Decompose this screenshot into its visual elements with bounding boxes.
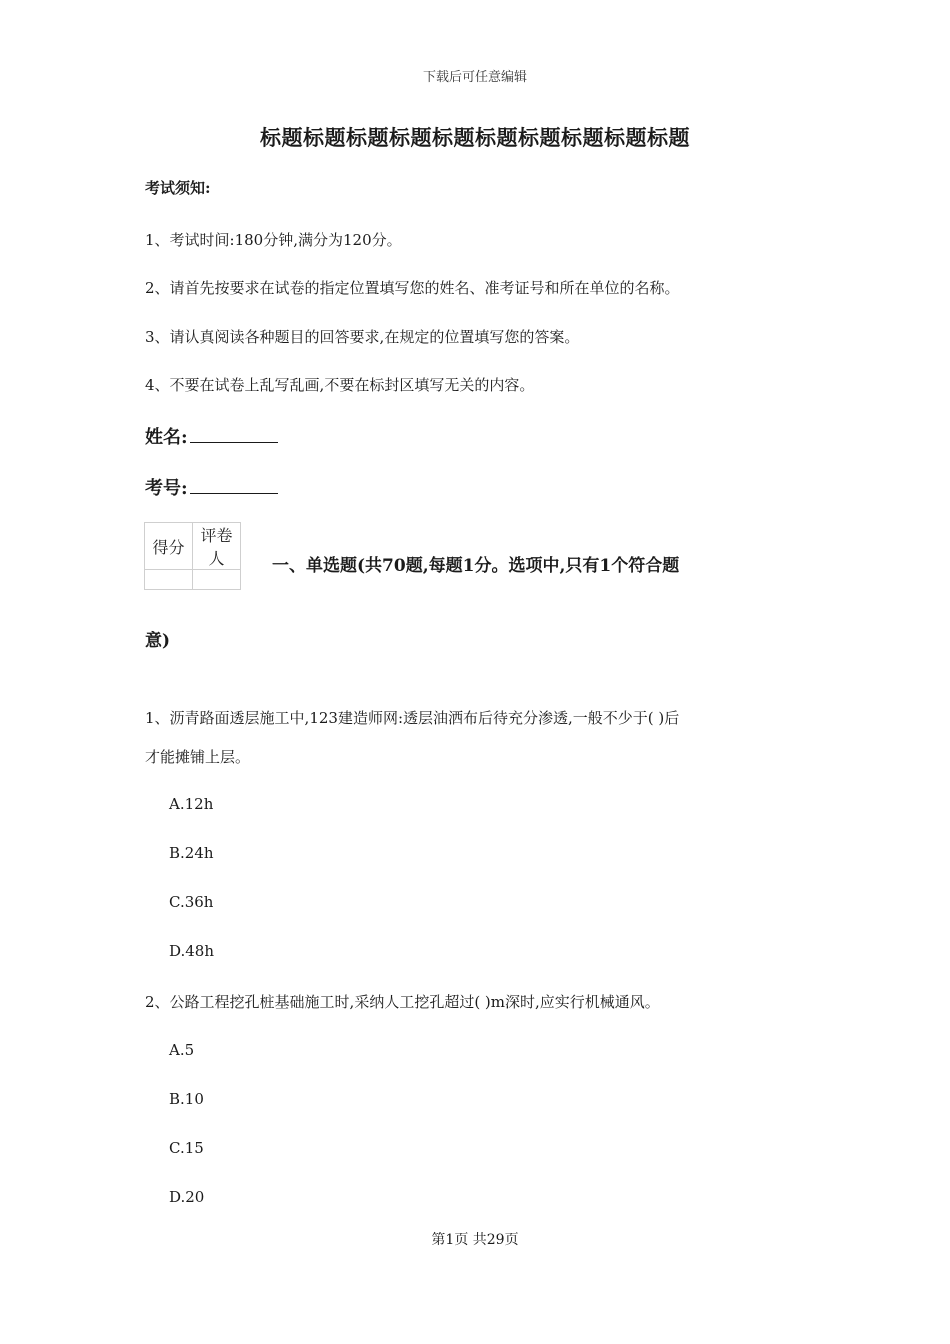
score-header: 得分 (145, 523, 193, 570)
option-b: B.24h (169, 844, 214, 862)
notice-item: 2、请首先按要求在试卷的指定位置填写您的姓名、准考证号和所在单位的名称。 (145, 279, 680, 297)
page-title: 标题标题标题标题标题标题标题标题标题标题 (260, 125, 690, 150)
section-title-continued: 意) (145, 631, 171, 651)
name-field (145, 423, 278, 449)
id-label: 考号: (145, 478, 188, 499)
score-table (144, 522, 241, 590)
option-c: C.36h (169, 893, 214, 911)
grader-header: 评卷人 (193, 523, 241, 570)
option-d: D.48h (169, 942, 215, 960)
header-note: 下载后可任意编辑 (422, 70, 527, 85)
question-stem-continued: 才能摊铺上层。 (145, 748, 251, 766)
name-label: 姓名: (145, 427, 188, 448)
id-field (145, 474, 278, 500)
option-c: C.15 (169, 1139, 204, 1157)
question-stem: 2、公路工程挖孔桩基础施工时,采纳人工挖孔超过( )m深时,应实行机械通风。 (145, 993, 660, 1011)
notice-item: 3、请认真阅读各种题目的回答要求,在规定的位置填写您的答案。 (145, 328, 580, 346)
id-blank-line[interactable] (190, 477, 278, 494)
score-cell[interactable] (145, 570, 193, 590)
question-stem: 1、沥青路面透层施工中,123建造师网:透层油洒布后待充分渗透,一般不少于( )后 (145, 709, 680, 727)
notice-item: 4、不要在试卷上乱写乱画,不要在标封区填写无关的内容。 (145, 376, 535, 394)
option-b: B.10 (169, 1090, 204, 1108)
section-title: 一、单选题(共70题,每题1分。选项中,只有1个符合题 (272, 556, 680, 576)
option-d: D.20 (169, 1188, 205, 1206)
page-footer: 第1页 共29页 (431, 1232, 519, 1248)
option-a: A.12h (169, 795, 214, 813)
option-a: A.5 (169, 1041, 195, 1059)
name-blank-line[interactable] (190, 426, 278, 443)
notice-heading: 考试须知: (145, 179, 211, 197)
grader-cell[interactable] (193, 570, 241, 590)
notice-item: 1、考试时间:180分钟,满分为120分。 (145, 231, 402, 249)
